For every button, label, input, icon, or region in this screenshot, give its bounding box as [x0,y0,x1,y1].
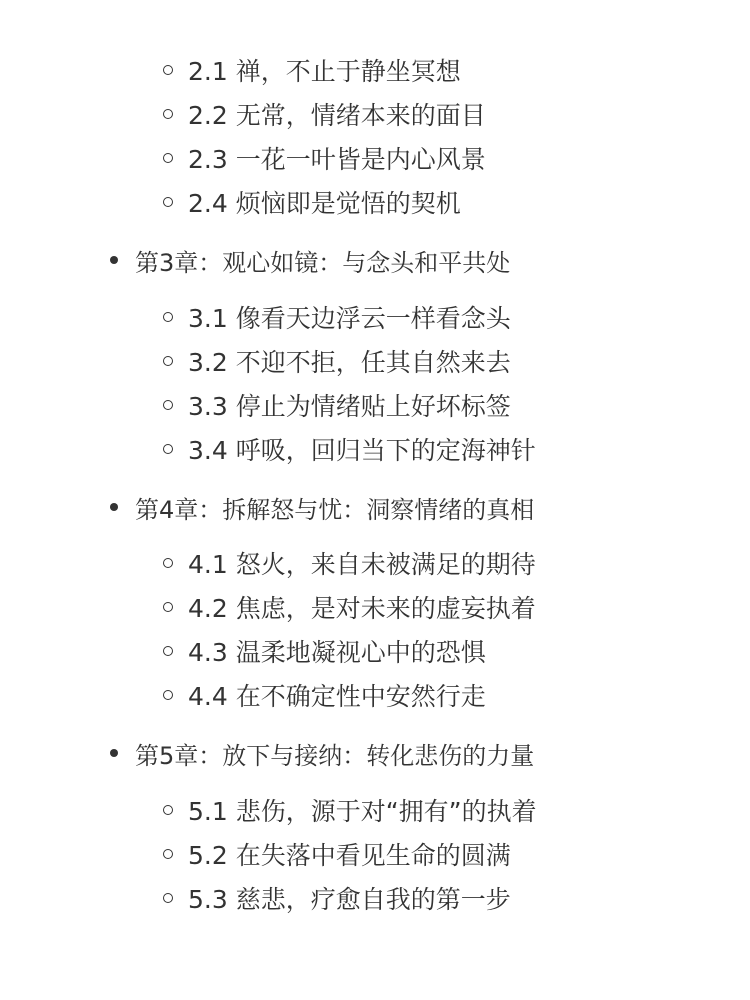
chapter-label: 第3章：观心如镜：与念头和平共处 [135,248,511,277]
section-label: 2.2 无常，情绪本来的面目 [188,101,486,130]
list-item [163,138,486,178]
list-item [163,587,536,627]
list-item [163,834,511,874]
hollow-bullet-icon [163,602,173,612]
section-label: 5.2 在失落中看见生命的圆满 [188,841,511,870]
list-item [163,543,536,583]
hollow-bullet-icon [163,849,173,859]
hollow-bullet-icon [163,444,173,454]
list-item [163,429,536,469]
filled-bullet-icon [110,503,118,511]
filled-bullet-icon [110,256,118,264]
hollow-bullet-icon [163,356,173,366]
list-item [163,182,461,222]
section-label: 2.3 一花一叶皆是内心风景 [188,145,486,174]
list-item [163,385,511,425]
section-label: 2.4 烦恼即是觉悟的契机 [188,189,461,218]
hollow-bullet-icon [163,805,173,815]
chapter-heading [110,733,534,773]
list-item [163,297,511,337]
section-label: 2.1 禅，不止于静坐冥想 [188,57,461,86]
section-label: 5.1 悲伤，源于对“拥有”的执着 [188,797,537,826]
chapter-heading [110,487,534,527]
hollow-bullet-icon [163,400,173,410]
hollow-bullet-icon [163,558,173,568]
hollow-bullet-icon [163,690,173,700]
hollow-bullet-icon [163,312,173,322]
hollow-bullet-icon [163,646,173,656]
list-item [163,675,486,715]
hollow-bullet-icon [163,109,173,119]
list-item [163,631,486,671]
chapter-label: 第5章：放下与接纳：转化悲伤的力量 [135,741,535,770]
section-label: 3.3 停止为情绪贴上好坏标签 [188,392,511,421]
chapter-heading [110,240,510,280]
list-item [163,878,511,918]
list-item [163,50,461,90]
list-item [163,94,486,134]
chapter-label: 第4章：拆解怒与忧：洞察情绪的真相 [135,495,535,524]
hollow-bullet-icon [163,197,173,207]
hollow-bullet-icon [163,893,173,903]
hollow-bullet-icon [163,65,173,75]
section-label: 5.3 慈悲，疗愈自我的第一步 [188,885,511,914]
list-item [163,341,511,381]
list-item [163,790,537,830]
filled-bullet-icon [110,749,118,757]
hollow-bullet-icon [163,153,173,163]
section-label: 4.2 焦虑，是对未来的虚妄执着 [188,594,536,623]
section-label: 4.4 在不确定性中安然行走 [188,682,486,711]
section-label: 3.2 不迎不拒，任其自然来去 [188,348,511,377]
section-label: 4.3 温柔地凝视心中的恐惧 [188,638,486,667]
section-label: 4.1 怒火，来自未被满足的期待 [188,550,536,579]
section-label: 3.1 像看天边浮云一样看念头 [188,304,511,333]
section-label: 3.4 呼吸，回归当下的定海神针 [188,436,536,465]
